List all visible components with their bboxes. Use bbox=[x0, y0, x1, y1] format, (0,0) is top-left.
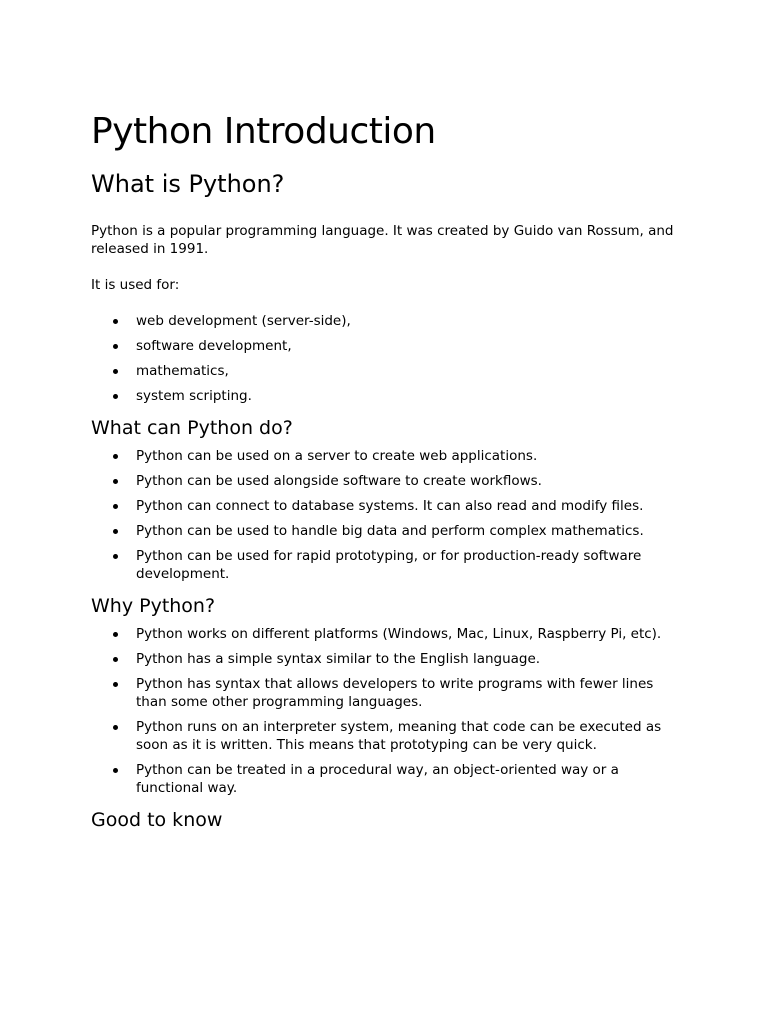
list-item bbox=[91, 761, 686, 797]
section-heading: Why Python? bbox=[91, 595, 216, 617]
section-heading: Good to know bbox=[91, 809, 223, 831]
list-item-text: mathematics, bbox=[136, 363, 229, 379]
list-item bbox=[91, 547, 686, 583]
bullet-icon bbox=[113, 479, 118, 484]
section-what-is-python bbox=[91, 166, 691, 405]
page-title: Python Introduction bbox=[91, 111, 436, 152]
section-heading: What is Python? bbox=[91, 170, 285, 198]
list-item-text: Python can connect to database systems. It can also read and modify files. bbox=[136, 498, 644, 514]
list-item-text: Python can be used on a server to create web applications. bbox=[136, 448, 538, 464]
bullet-icon bbox=[113, 394, 118, 399]
list-item bbox=[91, 472, 686, 490]
list-item-text: Python works on different platforms (Windows, Mac, Linux, Raspberry Pi, etc). bbox=[136, 626, 662, 642]
list-item bbox=[91, 337, 686, 355]
list-item bbox=[91, 447, 686, 465]
list-item bbox=[91, 650, 686, 668]
bullet-icon bbox=[113, 682, 118, 687]
bullet-icon bbox=[113, 632, 118, 637]
bullet-icon bbox=[113, 725, 118, 730]
bullet-icon bbox=[113, 319, 118, 324]
section-why-python bbox=[91, 591, 691, 797]
list-item bbox=[91, 675, 686, 711]
section-heading: What can Python do? bbox=[91, 417, 293, 439]
list-item-text: system scripting. bbox=[136, 388, 252, 404]
list-item bbox=[91, 312, 686, 330]
list-item-text: Python can be used to handle big data and perform complex mathematics. bbox=[136, 523, 644, 539]
list-item bbox=[91, 387, 686, 405]
bullet-icon bbox=[113, 504, 118, 509]
section-good-to-know bbox=[91, 805, 691, 835]
bullet-icon bbox=[113, 454, 118, 459]
document-page bbox=[91, 108, 691, 839]
list-item bbox=[91, 625, 686, 643]
paragraph: Python is a popular programming language. It was created by Guido van Rossum, and released in 1991. bbox=[91, 223, 674, 257]
list-item-text: Python can be used alongside software to create workflows. bbox=[136, 473, 542, 489]
list-item-text: Python can be used for rapid prototyping, or for production-ready software development. bbox=[136, 548, 642, 582]
bullet-icon bbox=[113, 554, 118, 559]
bullet-icon bbox=[113, 657, 118, 662]
list-item bbox=[91, 522, 686, 540]
paragraph: It is used for: bbox=[91, 277, 180, 293]
bullet-icon bbox=[113, 768, 118, 773]
bullet-icon bbox=[113, 529, 118, 534]
bullet-icon bbox=[113, 344, 118, 349]
reasons-list bbox=[91, 625, 691, 797]
list-item-text: Python has a simple syntax similar to the English language. bbox=[136, 651, 541, 667]
capabilities-list bbox=[91, 447, 691, 583]
list-item-text: software development, bbox=[136, 338, 292, 354]
list-item-text: Python has syntax that allows developers to write programs with fewer lines than some other programming languages. bbox=[136, 676, 654, 710]
list-item-text: Python can be treated in a procedural way, an object-oriented way or a functional way. bbox=[136, 762, 619, 796]
bullet-icon bbox=[113, 369, 118, 374]
list-item bbox=[91, 718, 686, 754]
uses-list bbox=[91, 312, 691, 405]
list-item bbox=[91, 362, 686, 380]
list-item-text: Python runs on an interpreter system, meaning that code can be executed as soon as it is written. This means that prototyping can be very quick. bbox=[136, 719, 662, 753]
list-item-text: web development (server-side), bbox=[136, 313, 351, 329]
list-item bbox=[91, 497, 686, 515]
section-what-can-python-do bbox=[91, 413, 691, 583]
